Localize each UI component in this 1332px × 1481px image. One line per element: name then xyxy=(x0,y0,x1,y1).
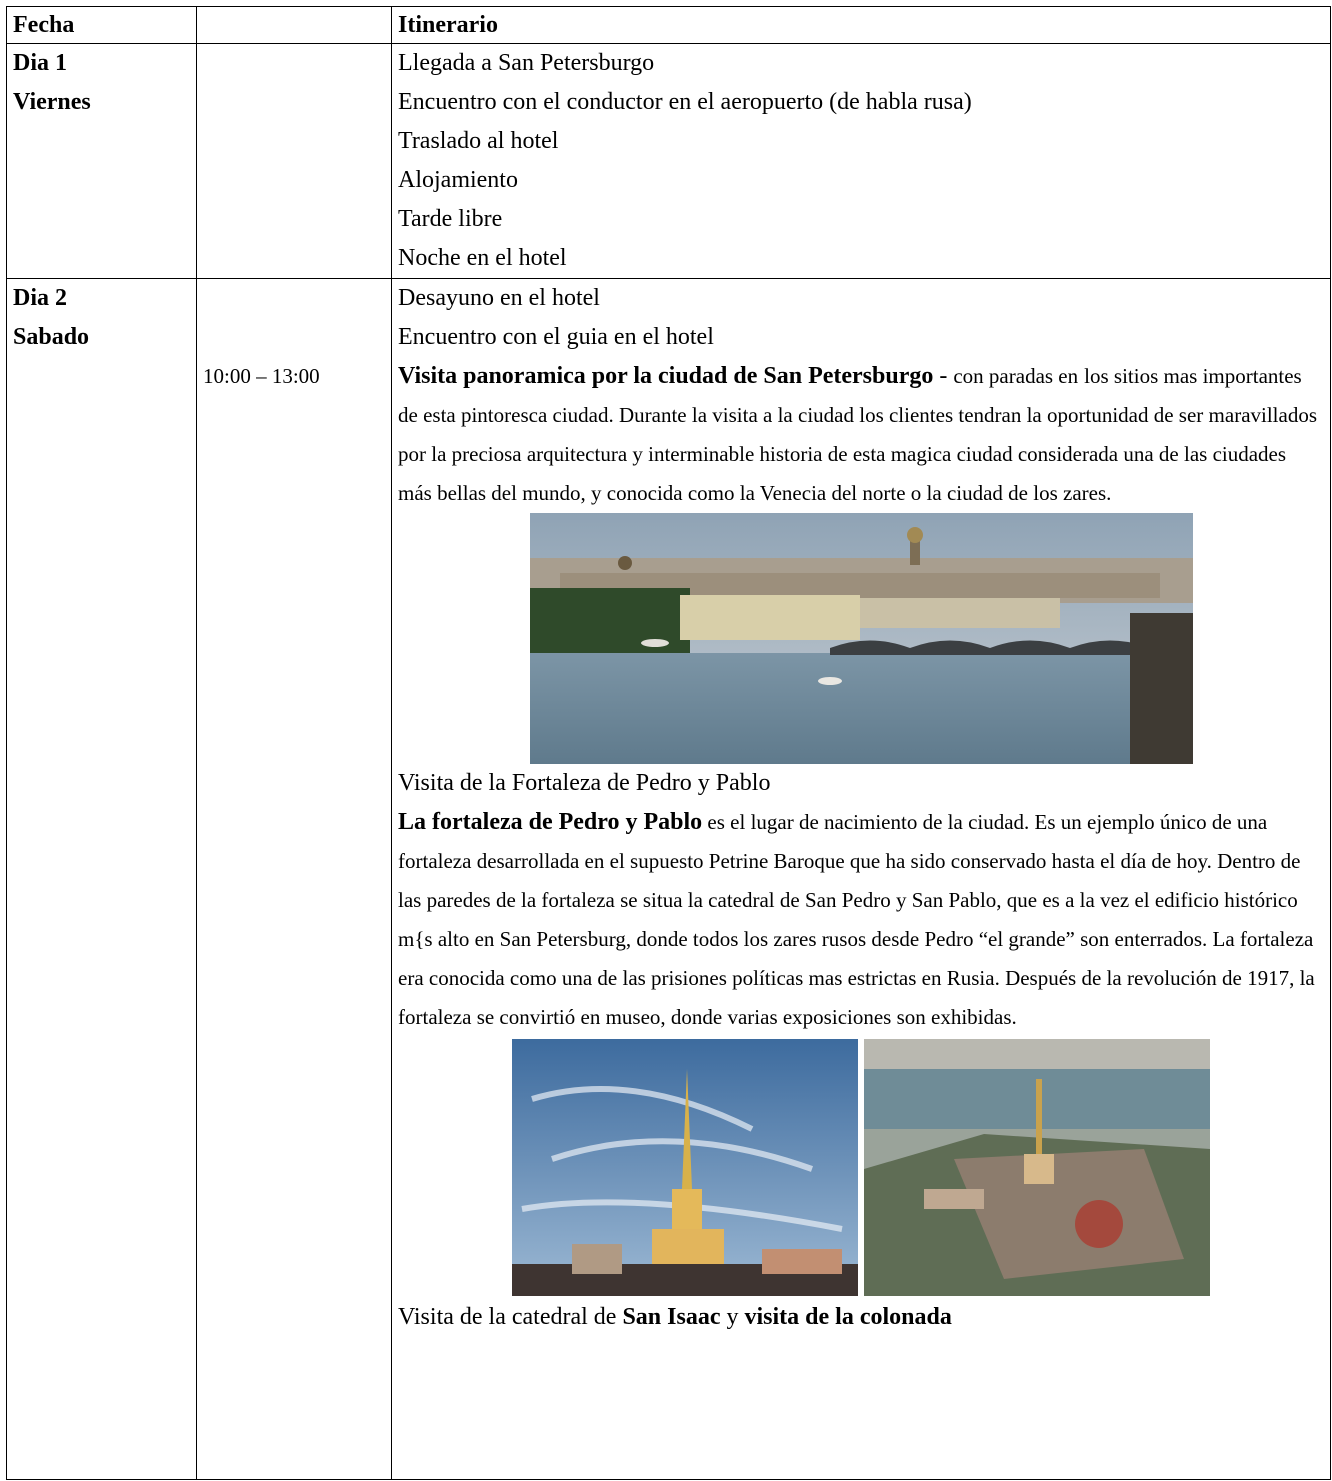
day1-itinerary-cell xyxy=(392,44,1331,279)
day1-item: Alojamiento xyxy=(398,167,518,193)
fortress-heading: Visita de la Fortaleza de Pedro y Pablo xyxy=(398,770,771,796)
day1-item: Noche en el hotel xyxy=(398,245,567,271)
day1-date-cell xyxy=(7,44,197,279)
day1-weekday: Viernes xyxy=(13,89,91,115)
fortress-text: es el lugar de nacimiento de la ciudad. Es un ejemplo único de una fortaleza desarrollada en el supuesto Petrine Baroque que ha sido conservado hasta el día de hoy. Dentro de las paredes de la fortaleza se situa la catedral de San Pedro y San Pablo, que es a la vez el edificio histórico m{s alto en San Petersburg, donde todos los zares rusos desde Pedro “el grande” son enterrados. La fortaleza era conocida como una de las prisiones políticas mas estrictas en Rusia. Después de la revolución de 1917, la fortaleza se convirtió en museo, donde varias exposiciones son exhibidas. xyxy=(398,810,1315,1029)
header-row xyxy=(7,7,1331,44)
day1-item: Tarde libre xyxy=(398,206,503,232)
day2-itinerary-cell xyxy=(392,279,1331,1480)
panoramic-paragraph xyxy=(398,357,1324,513)
panoramic-dash: - xyxy=(933,363,954,389)
day2-time-cell xyxy=(197,279,392,1480)
header-itinerario: Itinerario xyxy=(392,7,1331,44)
day2-row xyxy=(7,279,1331,1480)
isaac-mid: y xyxy=(720,1304,745,1330)
panoramic-title: Visita panoramica por la ciudad de San Petersburgo xyxy=(398,363,934,389)
itinerary-table xyxy=(6,6,1331,1480)
panoramic-lead: con paradas en xyxy=(953,364,1079,388)
saint-petersburg-panorama-photo xyxy=(530,513,1193,764)
fortress-title: La fortaleza de Pedro y Pablo xyxy=(398,809,703,835)
day2-time: 10:00 – 13:00 xyxy=(203,364,320,388)
isaac-prefix: Visita de la catedral de xyxy=(398,1304,623,1330)
day1-item: Llegada a San Petersburgo xyxy=(398,50,655,76)
day1-item: Traslado al hotel xyxy=(398,128,559,154)
day2-item: Desayuno en el hotel xyxy=(398,285,600,311)
fortress-photos xyxy=(398,1039,1324,1296)
cathedral-spire-photo xyxy=(512,1039,858,1296)
isaac-line xyxy=(398,1298,1324,1337)
day1-label: Dia 1 xyxy=(13,50,67,76)
day1-time-cell xyxy=(197,44,392,279)
day2-label: Dia 2 xyxy=(13,285,67,311)
fortress-paragraph xyxy=(398,803,1324,1037)
isaac-name: San Isaac xyxy=(622,1304,721,1330)
isaac-colonnade: visita de la colonada xyxy=(744,1304,952,1330)
day2-weekday: Sabado xyxy=(13,324,90,350)
header-fecha: Fecha xyxy=(7,7,197,44)
panoramic-text: los sitios mas importantes de esta pintoresca ciudad. Durante la visita a la ciudad los clientes tendran la oportunidad de ser maravillados por la preciosa arquitectura y interminable historia de esta magica ciudad considerada una de las ciudades más bellas del mundo, y conocida como la Venecia del norte o la ciudad de los zares. xyxy=(398,364,1318,505)
fortress-aerial-photo xyxy=(864,1039,1210,1296)
day2-date-cell xyxy=(7,279,197,1480)
day1-row xyxy=(7,44,1331,279)
day2-item: Encuentro con el guia en el hotel xyxy=(398,324,714,350)
header-empty xyxy=(197,7,392,44)
day1-item: Encuentro con el conductor en el aeropuerto (de habla rusa) xyxy=(398,89,972,115)
